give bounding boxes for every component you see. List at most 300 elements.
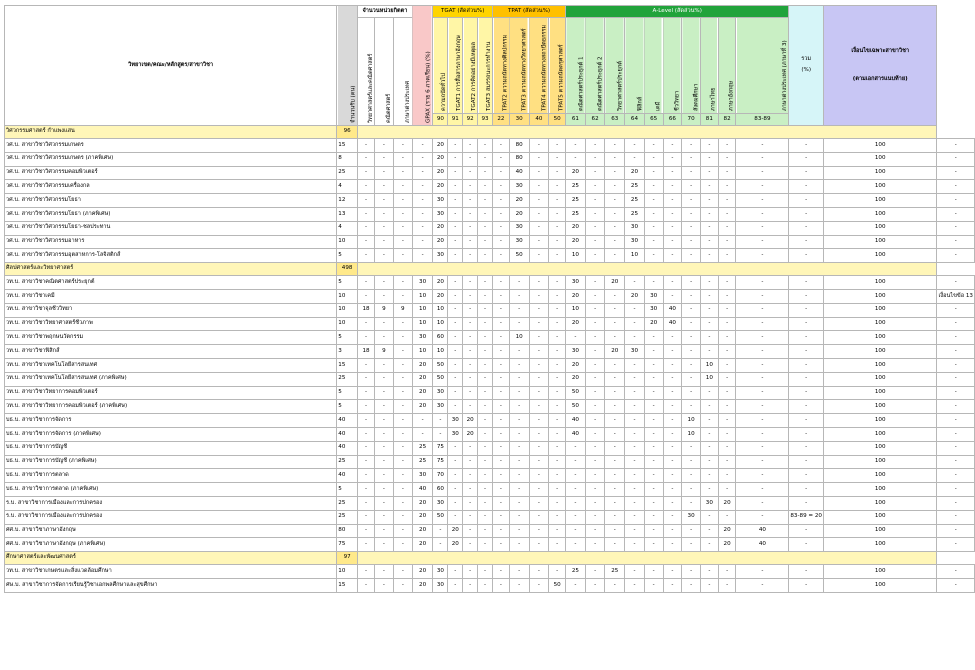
- score-cell: -: [585, 152, 605, 166]
- score-cell: -: [605, 235, 625, 249]
- score-cell: -: [566, 441, 586, 455]
- score-cell: -: [644, 372, 663, 386]
- score-cell: -: [529, 317, 549, 331]
- score-cell: -: [663, 400, 682, 414]
- score-cell: -: [718, 510, 736, 524]
- total-header: รวม (%): [789, 6, 824, 126]
- score-cell: -: [718, 139, 736, 153]
- score-cell: 20: [566, 289, 586, 303]
- score-cell: -: [374, 565, 393, 579]
- score-cell: 40: [736, 524, 789, 538]
- score-cell: -: [789, 235, 824, 249]
- score-cell: -: [448, 400, 463, 414]
- program-capacity: 25: [337, 372, 358, 386]
- score-cell: -: [374, 483, 393, 497]
- score-cell: -: [736, 414, 789, 428]
- score-cell: -: [463, 496, 478, 510]
- score-cell: -: [529, 483, 549, 497]
- tpat-col-2-code: 30: [509, 114, 529, 126]
- score-cell: 25: [566, 180, 586, 194]
- score-cell: 20: [463, 427, 478, 441]
- score-cell: -: [393, 441, 412, 455]
- score-cell: -: [393, 565, 412, 579]
- score-cell: -: [700, 180, 718, 194]
- score-cell: -: [529, 221, 549, 235]
- score-cell: -: [625, 331, 645, 345]
- alevel-col-4-header: ฟิสิกส์: [625, 18, 645, 114]
- score-cell: 30: [625, 235, 645, 249]
- score-cell: -: [374, 524, 393, 538]
- program-total: 100: [824, 483, 937, 497]
- score-cell: -: [463, 538, 478, 552]
- tpat-col-4-header: TPAT5 ความถนัดครุศาสตร์: [549, 18, 566, 114]
- score-cell: -: [529, 331, 549, 345]
- program-capacity: 25: [337, 455, 358, 469]
- score-cell: -: [736, 207, 789, 221]
- score-cell: -: [463, 469, 478, 483]
- score-cell: -: [463, 483, 478, 497]
- score-cell: 20: [625, 289, 645, 303]
- score-cell: -: [493, 289, 510, 303]
- score-cell: -: [700, 455, 718, 469]
- score-cell: -: [374, 139, 393, 153]
- score-cell: -: [605, 358, 625, 372]
- score-cell: -: [374, 469, 393, 483]
- program-name: บธ.บ. สาขาวิชาการบัญชี: [5, 441, 337, 455]
- score-cell: -: [644, 565, 663, 579]
- tgat-col-2-header: TGAT1 การสื่อสารภาษาอังกฤษ: [448, 18, 463, 114]
- program-capacity: 5: [337, 386, 358, 400]
- score-cell: -: [393, 400, 412, 414]
- score-cell: 10: [682, 427, 701, 441]
- score-cell: -: [448, 180, 463, 194]
- score-cell: 20: [433, 152, 448, 166]
- score-cell: 40: [736, 538, 789, 552]
- score-cell: -: [393, 180, 412, 194]
- alevel-group-header: A-Level (สัดส่วน%): [566, 6, 789, 18]
- score-cell: -: [625, 358, 645, 372]
- score-cell: -: [644, 469, 663, 483]
- score-cell: -: [605, 180, 625, 194]
- score-cell: -: [549, 289, 566, 303]
- program-row: [5, 524, 975, 538]
- score-cell: -: [625, 400, 645, 414]
- tpat-col-2-header: TPAT3 ความถนัดทางวิทยาศาสตร์: [509, 18, 529, 114]
- score-cell: -: [644, 345, 663, 359]
- program-capacity: 3: [337, 345, 358, 359]
- score-cell: 40: [412, 483, 433, 497]
- score-cell: -: [529, 538, 549, 552]
- score-cell: -: [644, 496, 663, 510]
- score-cell: -: [509, 578, 529, 592]
- score-cell: -: [644, 180, 663, 194]
- score-cell: -: [463, 166, 478, 180]
- score-cell: -: [605, 386, 625, 400]
- score-cell: -: [493, 565, 510, 579]
- program-total: 100: [824, 496, 937, 510]
- program-row: [5, 194, 975, 208]
- score-cell: -: [585, 386, 605, 400]
- faculty-title: ศึกษาศาสตร์และพัฒนศาสตร์: [5, 552, 337, 565]
- alevel-col-10-code: 83-89: [736, 114, 789, 126]
- score-cell: -: [478, 180, 493, 194]
- score-cell: 30: [448, 414, 463, 428]
- score-cell: -: [493, 578, 510, 592]
- score-cell: -: [663, 372, 682, 386]
- score-cell: -: [736, 345, 789, 359]
- score-cell: -: [463, 400, 478, 414]
- score-cell: -: [478, 207, 493, 221]
- program-extra-condition: -: [937, 414, 975, 428]
- program-total: 100: [824, 400, 937, 414]
- score-cell: -: [682, 483, 701, 497]
- program-capacity: 40: [337, 441, 358, 455]
- count-col-1-header: วิทยาศาสตร์และคณิตศาสตร์: [358, 18, 375, 126]
- score-cell: -: [412, 414, 433, 428]
- score-cell: -: [358, 166, 375, 180]
- program-extra-condition: -: [937, 276, 975, 290]
- score-cell: -: [682, 166, 701, 180]
- score-cell: 30: [682, 510, 701, 524]
- score-cell: 30: [433, 565, 448, 579]
- score-cell: -: [585, 276, 605, 290]
- score-cell: -: [718, 386, 736, 400]
- score-cell: -: [663, 469, 682, 483]
- score-cell: -: [374, 276, 393, 290]
- faculty-capacity: 97: [337, 552, 358, 565]
- score-cell: -: [566, 331, 586, 345]
- score-cell: -: [412, 194, 433, 208]
- score-cell: -: [625, 524, 645, 538]
- score-cell: 30: [566, 345, 586, 359]
- program-row: [5, 483, 975, 497]
- score-cell: -: [493, 441, 510, 455]
- score-cell: -: [478, 303, 493, 317]
- score-cell: -: [358, 152, 375, 166]
- score-cell: -: [789, 358, 824, 372]
- score-cell: -: [700, 249, 718, 263]
- score-cell: -: [700, 331, 718, 345]
- score-cell: -: [529, 303, 549, 317]
- score-cell: -: [478, 427, 493, 441]
- program-total: 100: [824, 194, 937, 208]
- score-cell: 30: [412, 331, 433, 345]
- program-row: [5, 303, 975, 317]
- score-cell: 30: [433, 400, 448, 414]
- score-cell: -: [644, 139, 663, 153]
- score-cell: -: [718, 276, 736, 290]
- faculty-section-row: [5, 263, 975, 276]
- program-total: 100: [824, 345, 937, 359]
- score-cell: -: [493, 372, 510, 386]
- score-cell: -: [478, 496, 493, 510]
- score-cell: -: [463, 289, 478, 303]
- score-cell: -: [549, 180, 566, 194]
- score-cell: -: [412, 166, 433, 180]
- score-cell: -: [393, 372, 412, 386]
- score-cell: 25: [625, 194, 645, 208]
- score-cell: -: [566, 455, 586, 469]
- score-cell: -: [549, 414, 566, 428]
- score-cell: -: [412, 249, 433, 263]
- score-cell: 30: [644, 289, 663, 303]
- program-capacity: 15: [337, 139, 358, 153]
- score-cell: -: [718, 180, 736, 194]
- score-cell: 70: [433, 469, 448, 483]
- score-cell: -: [509, 276, 529, 290]
- score-cell: -: [393, 358, 412, 372]
- score-cell: -: [509, 400, 529, 414]
- score-cell: -: [463, 331, 478, 345]
- score-cell: 30: [509, 180, 529, 194]
- score-cell: -: [374, 414, 393, 428]
- score-cell: -: [700, 139, 718, 153]
- score-cell: -: [463, 386, 478, 400]
- score-cell: -: [358, 358, 375, 372]
- program-extra-condition: -: [937, 207, 975, 221]
- score-cell: -: [393, 249, 412, 263]
- score-cell: -: [478, 249, 493, 263]
- score-cell: -: [358, 372, 375, 386]
- score-cell: -: [605, 578, 625, 592]
- score-cell: -: [448, 221, 463, 235]
- score-cell: -: [736, 139, 789, 153]
- score-cell: -: [549, 483, 566, 497]
- score-cell: -: [682, 207, 701, 221]
- score-cell: -: [448, 578, 463, 592]
- score-cell: -: [566, 469, 586, 483]
- score-cell: -: [463, 221, 478, 235]
- score-cell: -: [585, 303, 605, 317]
- score-cell: -: [566, 152, 586, 166]
- program-row: [5, 152, 975, 166]
- score-cell: -: [736, 276, 789, 290]
- score-cell: -: [549, 221, 566, 235]
- score-cell: -: [718, 414, 736, 428]
- program-total: 100: [824, 235, 937, 249]
- score-cell: -: [393, 510, 412, 524]
- score-cell: -: [700, 483, 718, 497]
- program-total: 100: [824, 469, 937, 483]
- score-cell: -: [509, 317, 529, 331]
- program-name: ศษ.บ. สาขาวิชาการจัดการเรียนรู้วิชาเอกพลศึกษาและสุขศึกษา: [5, 578, 337, 592]
- score-cell: 10: [566, 249, 586, 263]
- score-cell: -: [663, 276, 682, 290]
- faculty-section-row: [5, 552, 975, 565]
- score-cell: 20: [625, 166, 645, 180]
- score-cell: -: [358, 469, 375, 483]
- program-capacity: 15: [337, 578, 358, 592]
- program-row: [5, 331, 975, 345]
- score-cell: -: [393, 455, 412, 469]
- score-cell: -: [682, 152, 701, 166]
- score-cell: 20: [718, 538, 736, 552]
- tpat-group-header: TPAT (สัดส่วน%): [493, 6, 566, 18]
- score-cell: -: [644, 358, 663, 372]
- score-cell: -: [493, 510, 510, 524]
- program-total: 100: [824, 441, 937, 455]
- score-cell: -: [736, 194, 789, 208]
- program-row: [5, 289, 975, 303]
- program-name: วศ.บ. สาขาวิชาวิศวกรรมเครื่องกล: [5, 180, 337, 194]
- score-cell: -: [463, 372, 478, 386]
- score-cell: 30: [625, 221, 645, 235]
- score-cell: -: [478, 400, 493, 414]
- score-cell: -: [789, 496, 824, 510]
- score-cell: -: [549, 235, 566, 249]
- score-cell: -: [625, 565, 645, 579]
- program-total: 100: [824, 221, 937, 235]
- score-cell: -: [718, 207, 736, 221]
- program-name: ร.บ. สาขาวิชาการเมืองและการปกครอง: [5, 496, 337, 510]
- score-cell: -: [374, 317, 393, 331]
- score-cell: -: [478, 276, 493, 290]
- score-cell: 10: [412, 289, 433, 303]
- score-cell: 10: [412, 303, 433, 317]
- score-cell: -: [663, 565, 682, 579]
- score-cell: -: [718, 372, 736, 386]
- score-cell: -: [393, 469, 412, 483]
- program-row: [5, 386, 975, 400]
- score-cell: -: [789, 400, 824, 414]
- program-extra-condition: -: [937, 235, 975, 249]
- extra-condition-header: เงื่อนไขเฉพาะสาขาวิชา (ตามเอกสารแนบท้าย): [824, 6, 937, 126]
- score-cell: 9: [374, 345, 393, 359]
- score-cell: -: [478, 358, 493, 372]
- score-cell: -: [549, 469, 566, 483]
- program-name: วท.บ. สาขาวิชาวิทยาศาสตร์ชีวภาพ: [5, 317, 337, 331]
- score-cell: 40: [566, 427, 586, 441]
- score-cell: -: [448, 235, 463, 249]
- score-cell: -: [549, 345, 566, 359]
- score-cell: -: [644, 483, 663, 497]
- score-cell: -: [736, 235, 789, 249]
- score-cell: -: [644, 207, 663, 221]
- program-name: บธ.บ. สาขาวิชาการบัญชี (ภาคพิเศษ): [5, 455, 337, 469]
- score-cell: -: [448, 496, 463, 510]
- score-cell: -: [478, 441, 493, 455]
- score-cell: 20: [412, 578, 433, 592]
- program-extra-condition: -: [937, 345, 975, 359]
- score-cell: -: [605, 221, 625, 235]
- alevel-col-4-code: 64: [625, 114, 645, 126]
- score-cell: 50: [549, 578, 566, 592]
- score-cell: -: [509, 427, 529, 441]
- score-cell: -: [529, 469, 549, 483]
- alevel-col-8-header: ภาษาไทย: [700, 18, 718, 114]
- program-total: 100: [824, 180, 937, 194]
- score-cell: -: [493, 207, 510, 221]
- program-capacity: 25: [337, 166, 358, 180]
- score-cell: -: [789, 455, 824, 469]
- score-cell: -: [448, 139, 463, 153]
- program-capacity: 12: [337, 194, 358, 208]
- score-cell: -: [493, 166, 510, 180]
- program-extra-condition: -: [937, 317, 975, 331]
- score-cell: -: [358, 578, 375, 592]
- score-cell: 50: [433, 358, 448, 372]
- score-cell: -: [374, 152, 393, 166]
- score-cell: -: [644, 166, 663, 180]
- score-cell: -: [566, 483, 586, 497]
- score-cell: 20: [509, 207, 529, 221]
- score-cell: 10: [625, 249, 645, 263]
- score-cell: -: [700, 400, 718, 414]
- score-cell: 75: [433, 441, 448, 455]
- score-cell: -: [718, 317, 736, 331]
- program-name: วศ.บ. สาขาวิชาวิศวกรรมเกษตร: [5, 139, 337, 153]
- score-cell: -: [663, 358, 682, 372]
- score-cell: -: [585, 358, 605, 372]
- score-cell: 20: [605, 276, 625, 290]
- score-cell: -: [736, 427, 789, 441]
- score-cell: -: [549, 400, 566, 414]
- score-cell: -: [529, 496, 549, 510]
- score-cell: -: [700, 386, 718, 400]
- program-extra-condition: -: [937, 372, 975, 386]
- program-capacity: 5: [337, 400, 358, 414]
- count-group-header: จำนวนหน่วยกิตตา: [358, 6, 413, 18]
- score-cell: -: [718, 400, 736, 414]
- score-cell: -: [529, 207, 549, 221]
- score-cell: -: [529, 276, 549, 290]
- program-extra-condition: -: [937, 303, 975, 317]
- score-cell: -: [736, 469, 789, 483]
- score-cell: 10: [566, 303, 586, 317]
- score-cell: -: [789, 483, 824, 497]
- score-cell: -: [625, 538, 645, 552]
- score-cell: -: [374, 358, 393, 372]
- program-extra-condition: -: [937, 166, 975, 180]
- score-cell: -: [463, 441, 478, 455]
- score-cell: -: [718, 194, 736, 208]
- score-cell: 60: [433, 331, 448, 345]
- score-cell: -: [663, 441, 682, 455]
- score-cell: -: [605, 289, 625, 303]
- score-cell: -: [718, 235, 736, 249]
- score-cell: -: [585, 345, 605, 359]
- score-cell: -: [463, 249, 478, 263]
- score-cell: -: [358, 317, 375, 331]
- score-cell: -: [393, 221, 412, 235]
- score-cell: -: [478, 331, 493, 345]
- score-cell: -: [393, 414, 412, 428]
- score-cell: -: [682, 386, 701, 400]
- score-cell: 30: [644, 303, 663, 317]
- program-extra-condition: -: [937, 386, 975, 400]
- program-name: วท.บ. สาขาวิชาเทคโนโลยีสารสนเทศ: [5, 358, 337, 372]
- score-cell: -: [374, 455, 393, 469]
- program-capacity: 40: [337, 469, 358, 483]
- score-cell: -: [448, 303, 463, 317]
- program-capacity: 10: [337, 565, 358, 579]
- score-cell: -: [625, 139, 645, 153]
- score-cell: -: [358, 386, 375, 400]
- score-cell: -: [549, 524, 566, 538]
- faculty-title: ศิลปศาสตร์และวิทยาศาสตร์: [5, 263, 337, 276]
- score-cell: -: [682, 565, 701, 579]
- score-cell: 10: [433, 345, 448, 359]
- score-cell: 20: [433, 139, 448, 153]
- score-cell: 20: [412, 524, 433, 538]
- score-cell: 20: [566, 221, 586, 235]
- program-name: บธ.บ. สาขาวิชาการจัดการ: [5, 414, 337, 428]
- score-cell: -: [549, 276, 566, 290]
- tgat-group-header: TGAT (สัดส่วน%): [433, 6, 493, 18]
- score-cell: -: [566, 510, 586, 524]
- faculty-section-row: [5, 126, 975, 139]
- score-cell: -: [463, 194, 478, 208]
